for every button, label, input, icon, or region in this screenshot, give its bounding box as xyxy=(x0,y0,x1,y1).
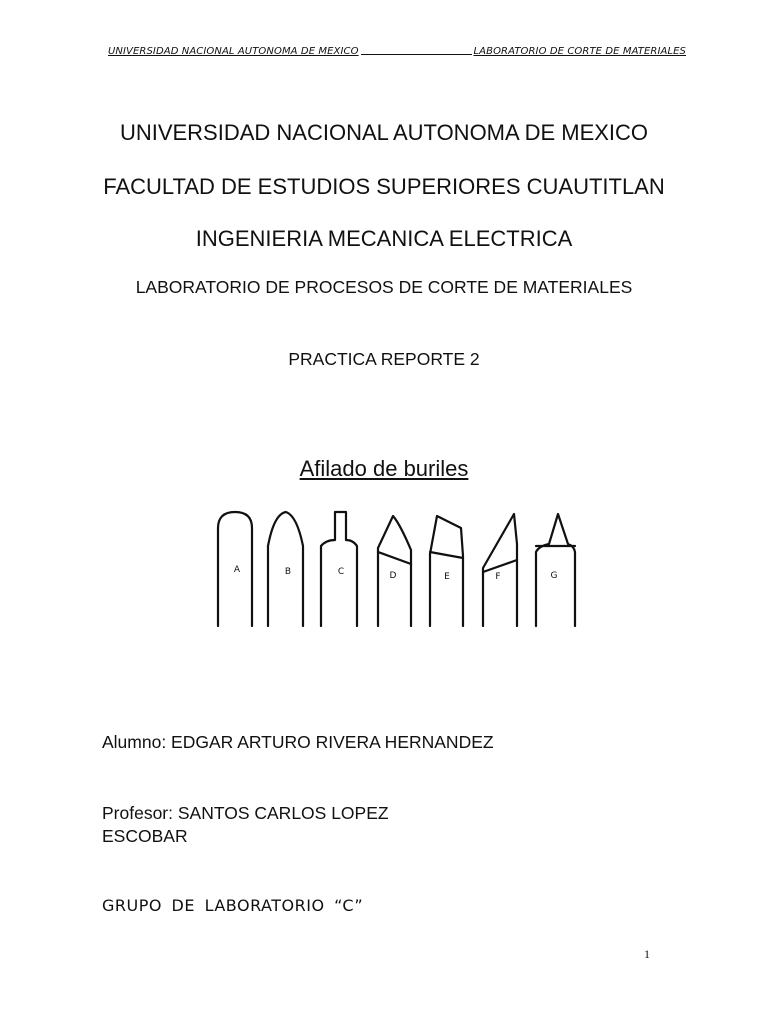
tool-label-e: E xyxy=(444,572,450,582)
tool-label-c: C xyxy=(337,567,345,577)
tool-label-b: B xyxy=(284,567,292,577)
tool-d-edge xyxy=(378,552,411,564)
lab-title: LABORATORIO DE PROCESOS DE CORTE DE MATERIALES xyxy=(135,277,633,297)
tool-label-f: F xyxy=(495,572,501,582)
header-left-text: UNIVERSIDAD NACIONAL AUTONOMA DE MEXICO xyxy=(108,46,359,57)
tool-label-g: G xyxy=(550,571,558,581)
tool-e-outline xyxy=(430,516,463,626)
career-title: INGENIERIA MECANICA ELECTRICA xyxy=(195,226,573,251)
tool-f-edge xyxy=(483,560,517,572)
university-title: UNIVERSIDAD NACIONAL AUTONOMA DE MEXICO xyxy=(119,120,649,145)
student-line: Alumno: EDGAR ARTURO RIVERA HERNANDEZ xyxy=(102,732,494,752)
professor-block xyxy=(102,802,389,848)
professor-line-1: Profesor: SANTOS CARLOS LOPEZ xyxy=(102,803,389,823)
tool-g-outline xyxy=(536,514,575,626)
cutting-tools-figure xyxy=(206,508,584,632)
professor-line-2: ESCOBAR xyxy=(102,826,188,846)
tool-label-a: A xyxy=(233,565,241,575)
faculty-title: FACULTAD DE ESTUDIOS SUPERIORES CUAUTITLAN xyxy=(103,174,665,199)
page-number: 1 xyxy=(644,947,650,961)
header-underline-gap xyxy=(361,46,472,55)
running-header xyxy=(108,46,686,57)
tool-e-edge xyxy=(430,552,463,558)
tool-label-d: D xyxy=(389,571,397,581)
header-right-text: LABORATORIO DE CORTE DE MATERIALES xyxy=(473,46,686,57)
report-title: PRACTICA REPORTE 2 xyxy=(288,349,480,369)
topic-title: Afilado de buriles xyxy=(299,456,469,481)
group-line: GRUPO DE LABORATORIO “C” xyxy=(102,896,364,915)
